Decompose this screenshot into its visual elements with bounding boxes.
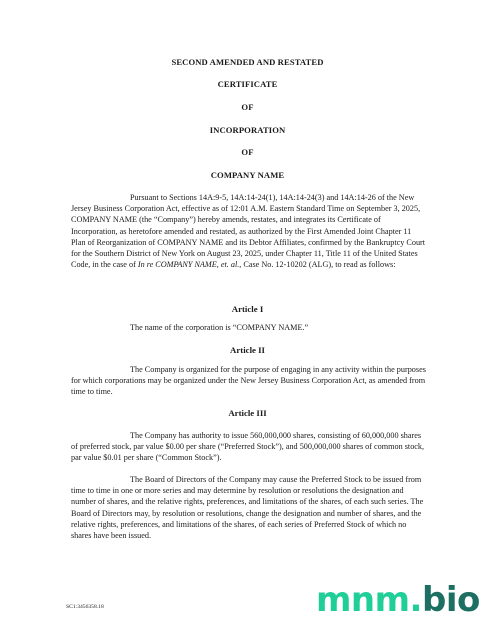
case-name: In re COMPANY NAME, et. al. <box>137 260 240 270</box>
title-line-4: INCORPORATION <box>209 125 286 135</box>
preamble-paragraph <box>71 192 427 270</box>
preamble-text-end: , Case No. 12-10202 (ALG), to read as follows: <box>239 260 396 270</box>
title-line-5: OF <box>241 147 254 157</box>
title-line-1: SECOND AMENDED AND RESTATED <box>171 57 324 67</box>
article-2-text: The Company is organized for the purpose of engaging in any activity within the purposes for which corporations may be organized under the New Jersey Business Corporation Act, as amended from time to time. <box>71 365 426 397</box>
article-1-text: The name of the corporation is “COMPANY NAME.” <box>130 323 309 332</box>
title-line-6: COMPANY NAME <box>210 170 285 180</box>
title-line-3: OF <box>241 102 254 112</box>
title-line-2: CERTIFICATE <box>217 79 278 89</box>
watermark-logo <box>316 580 480 620</box>
article-3-paragraph-2: The Board of Directors of the Company may cause the Preferred Stock to be issued from time to time in one or more series and may determine by resolution or resolutions the designation and number of shares, and the relative rights, preferences, and limitations of the shares, of each such series. The Board of Directors may, by resolution or resolutions, change the designation and number of shares, and the relative rights, preferences, and limitations of the shares, of each series of Preferred Stock of which no shares have been issued. <box>71 475 424 541</box>
article-3-paragraph-1: The Company has authority to issue 560,000,000 shares, consisting of 60,000,000 shares of preferred stock, par value $0.00 per share (“Preferred Stock”), and 500,000,000 shares of common stock, par value $0.01 per share (“Common Stock”). <box>71 431 425 463</box>
article-1-heading: Article I <box>231 304 264 314</box>
article-2-heading: Article II <box>230 345 265 355</box>
preamble-text-start: Pursuant to Sections 14A:9-5, 14A:14-24(1), 14A:14-24(3) and 14A:14-26 of the New Jersey Business Corporation Act, effective as of 12:01 A.M. Eastern Standard Time on September 3, 2025, COMPANY NAME (the “Company”) hereby amends, restates, and integrates its Certificate of Incorporation, as heretofore amended and restated, as authorized by the First Amended Joint Chapter 11 Plan of Reorganization of COMPANY NAME and its Debtor Affiliates, confirmed by the Bankruptcy Court for the Southern District of New York on August 23, 2025, under Chapter 11, Title 11 of the United States Code, in the case of <box>71 193 426 270</box>
watermark-part-1: mnm. <box>316 580 422 620</box>
article-3-heading: Article III <box>228 408 267 418</box>
document-id: SC1:3456358.18 <box>66 604 104 610</box>
watermark-part-2: bio <box>421 580 480 620</box>
